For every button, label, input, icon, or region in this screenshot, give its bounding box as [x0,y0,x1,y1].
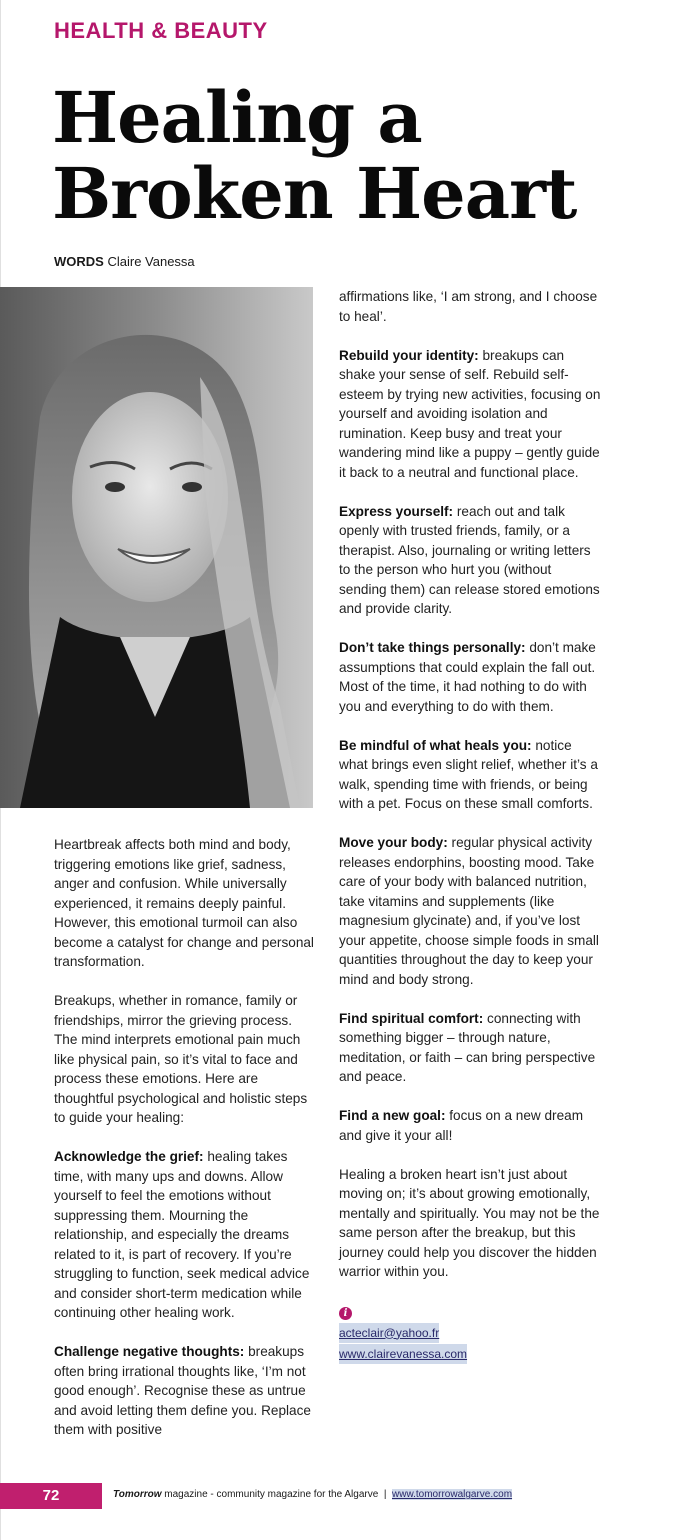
paragraph: Challenge negative thoughts: breakups often bring irrational thoughts like, ‘I’m not good enough’. Recognise these as untrue and avoid letting them define you. Replace them with positive [54,1344,311,1437]
byline-author: Claire Vanessa [107,254,195,269]
footer-tagline: magazine - community magazine for the Algarve | [161,1489,392,1500]
paragraph: Acknowledge the grief: healing takes time, with many ups and downs. Allow yourself to feel the emotions without suppressing them. Mourning the relationship, and especially the dreams related to it, is part of recovery. If you’re struggling to function, seek medical advice and consider short-term medication while continuing other healing work. [54,1149,310,1320]
author-portrait-photo [0,287,313,808]
page-number: 72 [0,1483,102,1509]
section-label: HEALTH & BEAUTY [54,18,268,43]
footer-text [113,1489,512,1500]
article-title [52,76,577,235]
contact-email-link[interactable]: acteclair@yahoo.fr [339,1323,439,1343]
contact-block [339,1301,601,1364]
article-column-left [54,835,316,1459]
paragraph: Find spiritual comfort: connecting with something bigger – through nature, meditation, or faith – can bring perspective and peace. [339,1010,596,1084]
title-line-2: Broken Heart [52,152,577,235]
paragraph: Don’t take things personally: don’t make assumptions that could explain the fall out. Most of the time, it had nothing to do with you and everything to do with them. [339,640,596,714]
footer-url-link[interactable]: www.tomorrowalgarve.com [392,1489,513,1500]
paragraph: affirmations like, ‘I am strong, and I choose to heal’. [339,289,598,324]
paragraph: Heartbreak affects both mind and body, triggering emotions like grief, sadness, anger and confusion. While universally experienced, it remains deeply painful. However, this emotional turmoil can also become a catalyst for change and personal transformation. [54,837,314,969]
paragraph: Find a new goal: focus on a new dream and give it your all! [339,1108,584,1143]
byline [54,254,195,269]
paragraph: Healing a broken heart isn’t just about moving on; it’s about growing emotionally, mentally and spiritually. You may not be the same person after the breakup, but this journey could help you discover the hidden warrior within you. [339,1166,600,1279]
paragraph: Breakups, whether in romance, family or friendships, mirror the grieving process. The mind interprets emotional pain much like physical pain, so it’s vital to face and process these emotions. Here are thoughtful psychological and holistic steps to guide your healing: [54,993,308,1125]
article-column-right [339,287,601,1364]
info-icon: i [339,1307,352,1320]
title-line-1: Healing a [52,76,422,159]
paragraph: Move your body: regular physical activity releases endorphins, boosting mood. Take care of your body with balanced nutrition, take vitamins and supplements (like magnesium glycinate) and, if you’ve lost your appetite, choose simple foods in small quantities throughout the day to keep your mind and body strong. [339,835,599,987]
portrait-illustration [0,287,313,808]
paragraph: Express yourself: reach out and talk openly with trusted friends, family, or a therapist. Also, journaling or writing letters to the person who hurt you (without sending them) can release stored emotions and provide clarity. [339,503,600,616]
contact-website-link[interactable]: www.clairevanessa.com [339,1344,467,1364]
publication-name: Tomorrow [113,1489,162,1500]
page-footer [0,1483,694,1509]
byline-label: WORDS [54,254,104,269]
paragraph: Be mindful of what heals you: notice what brings even slight relief, whether it’s a walk, spending time with friends, or being with a pet. Focus on these small comforts. [339,737,598,811]
paragraph: Rebuild your identity: breakups can shake your sense of self. Rebuild self-esteem by trying new activities, focusing on yourself and avoiding isolation and rumination. Keep busy and treat your wandering mind like a puppy – gently guide it back to a neutral and functional place. [339,347,601,480]
